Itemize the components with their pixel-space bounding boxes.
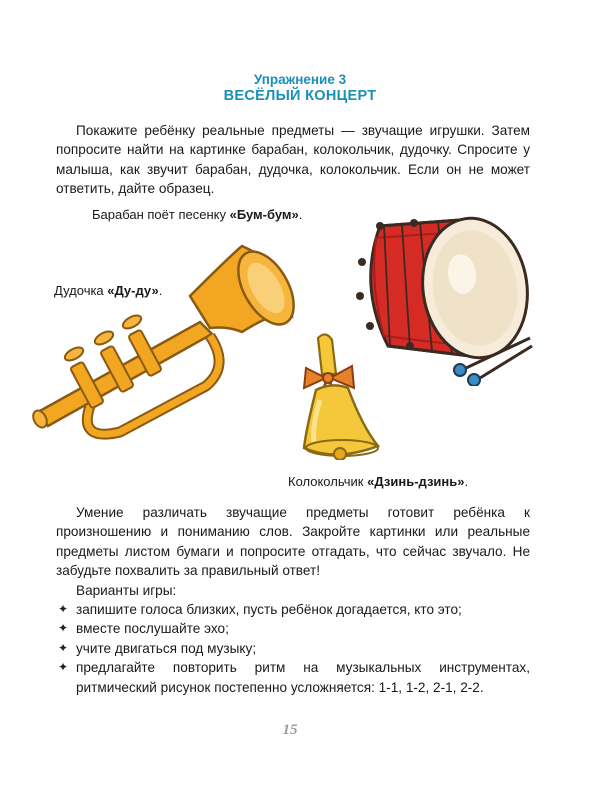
instructions-block xyxy=(56,503,530,697)
option-text: предлагайте повторить ритм на музыкальных инструментах, ритмический рисунок постепенно усложняется: 1-1, 1-2, 2-1, 2-2. xyxy=(76,660,530,695)
drum-caption-end: . xyxy=(298,207,303,222)
trumpet-icon xyxy=(30,236,300,446)
intro-text: Покажите ребёнку реальные предметы — звучащие игрушки. Затем попросите найти на картинке барабан, колокольчик, дудочку. Спросите у малыша, как звучит барабан, дудочка, колокольчик. Если он не может ответить, дайте образец. xyxy=(56,123,530,197)
bell-caption-end: . xyxy=(464,474,469,489)
list-item xyxy=(56,600,530,619)
pipe-sound: «Ду-ду» xyxy=(107,283,159,298)
drum-caption xyxy=(92,207,302,222)
drum-sound: «Бум-бум» xyxy=(229,207,299,222)
option-text: учите двигаться под музыку; xyxy=(76,640,257,656)
bell-caption-text: Колокольчик xyxy=(288,474,368,489)
list-item xyxy=(56,658,530,697)
list-item xyxy=(56,619,530,638)
exercise-number: Упражнение 3 xyxy=(253,72,347,87)
option-text: вместе послушайте эхо; xyxy=(76,621,229,637)
bell-caption xyxy=(288,474,468,489)
bullet-star-icon: ✦ xyxy=(58,640,69,655)
page-number: 15 xyxy=(282,722,298,738)
body-text: Умение различать звучащие предметы готовит ребёнка к произношению и пониманию слов. Закройте картинки или реальные предметы листом бумаги и попросите отгадать, что сейчас звучало. Не забудьте похвалить за правильный ответ! xyxy=(56,505,530,579)
option-text: запишите голоса близких, пусть ребёнок догадается, кто это; xyxy=(76,602,462,618)
bullet-star-icon: ✦ xyxy=(58,602,69,617)
options-list xyxy=(56,600,530,697)
bullet-star-icon: ✦ xyxy=(58,660,69,675)
bell-icon xyxy=(296,330,396,460)
drum-caption-text: Барабан поёт песенку xyxy=(92,207,230,222)
list-item xyxy=(56,639,530,658)
bullet-star-icon: ✦ xyxy=(58,621,69,636)
pipe-caption-text: Дудочка xyxy=(54,283,108,298)
intro-paragraph xyxy=(56,121,530,199)
pipe-caption-end: . xyxy=(158,283,163,298)
bell-sound: «Дзинь-дзинь» xyxy=(367,474,465,489)
exercise-title: ВЕСЁЛЫЙ КОНЦЕРТ xyxy=(223,88,377,104)
variants-label: Варианты игры: xyxy=(76,582,177,598)
